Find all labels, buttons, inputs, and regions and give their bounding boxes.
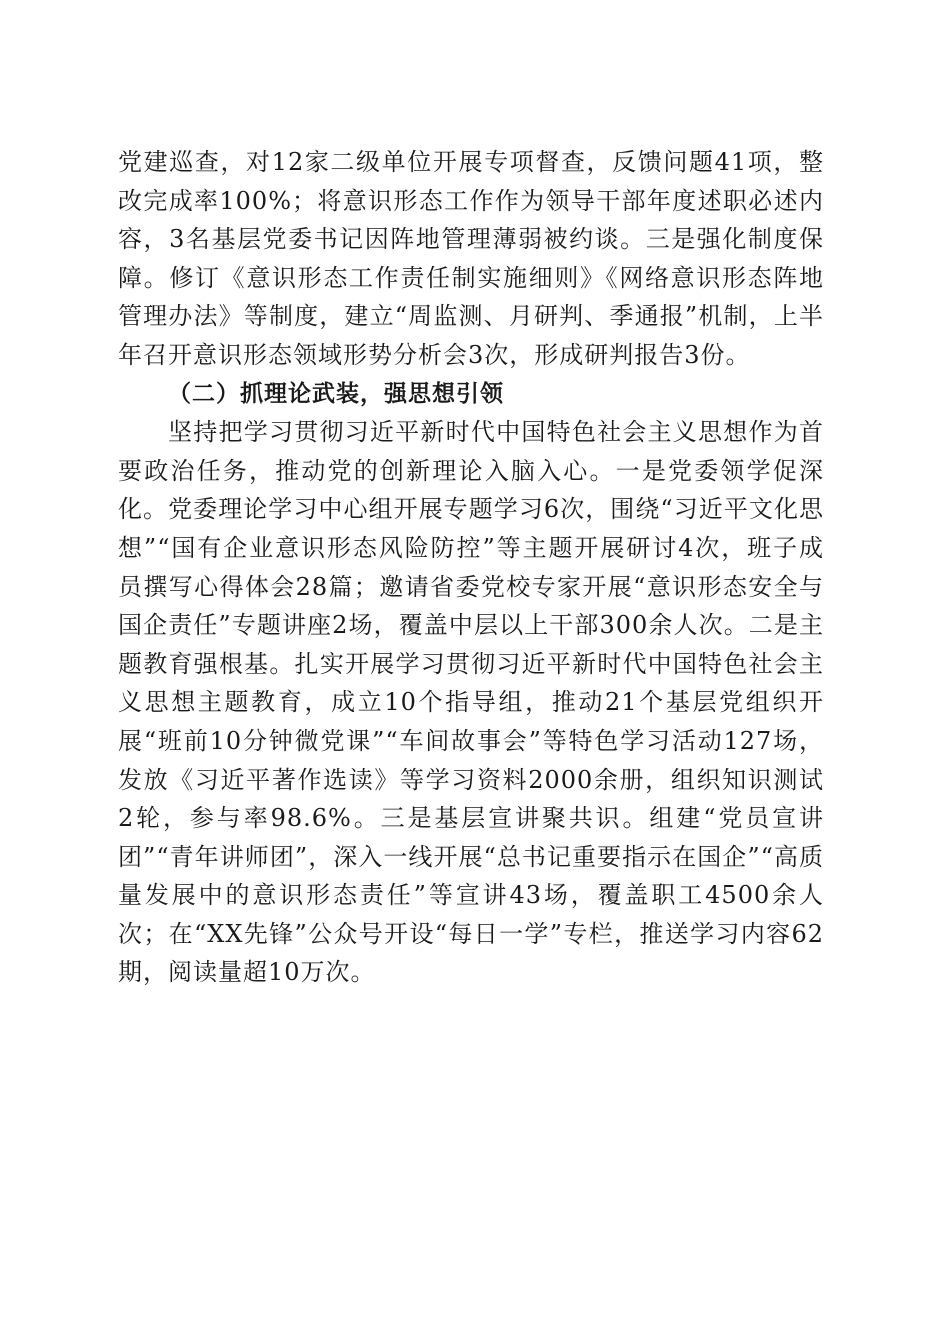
section-heading: （二）抓理论武装，强思想引领 (168, 380, 504, 407)
body-paragraph: 党建巡查，对12家二级单位开展专项督查，反馈问题41项，整改完成率100%；将意识形态工作作为领导干部年度述职必述内容，3名基层党委书记因阵地管理薄弱被约谈。三是强化制度保障。修订《意识形态工作责任制实施细则》《网络意识形态阵地管理办法》等制度，建立“周监测、月研判、季通报”机制，上半年召开意识形态领域形势分析会3次，形成研判报告3份。 (118, 148, 824, 369)
body-paragraph: 坚持把学习贯彻习近平新时代中国特色社会主义思想作为首要政治任务，推动党的创新理论入脑入心。一是党委领学促深化。党委理论学习中心组开展专题学习6次，围绕“习近平文化思想”“国有企业意识形态风险防控”等主题开展研讨4次，班子成员撰写心得体会28篇；邀请省委党校专家开展“意识形态安全与国企责任”专题讲座2场，覆盖中层以上干部300余人次。二是主题教育强根基。扎实开展学习贯彻习近平新时代中国特色社会主义思想主题教育，成立10个指导组，推动21个基层党组织开展“班前10分钟微党课”“车间故事会”等特色学习活动127场，发放《习近平著作选读》等学习资料2000余册，组织知识测试2轮，参与率98.6%。三是基层宣讲聚共识。组建“党员宣讲团”“青年讲师团”，深入一线开展“总书记重要指示在国企”“高质量发展中的意识形态责任”等宣讲43场，覆盖职工4500余人次；在“XX先锋”公众号开设“每日一学”专栏，推送学习内容62期，阅读量超10万次。 (118, 418, 824, 987)
document-body (118, 143, 824, 992)
